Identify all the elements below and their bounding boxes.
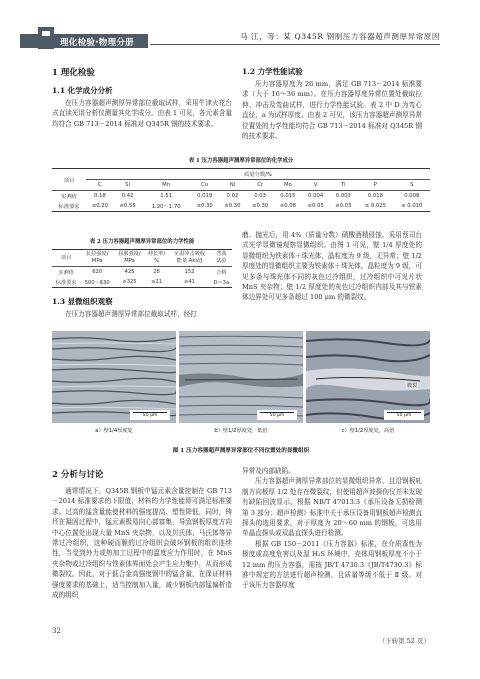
- section-1-2-title: 1.2 力学性能试验: [242, 67, 303, 76]
- running-head: 马 江，等：某 Q345R 钢制压力容器超声测厚异常原因: [239, 32, 440, 41]
- section-1-3-continued-paragraph: 磨、抛光后，用 4%（质量分数）硝酸酒精侵蚀，采用蔡司台式光学显微镜观察显微组织。由图 1 可见，壁 1/4 厚度处的显微组织为铁素体＋珠光体，晶粒度为 9 级，无异常；壁 1/2 厚度处的显微组织主要为铁素体＋珠光体，晶粒度为 9 级，可见多条与珠光体不同的灰色过冷组织，过冷组织中可见片状 MnS 夹杂物；壁 1/2 厚度处的灰色过冷组织内部及其与铁素体边界处可见多条超过 100 μm 的微裂纹。: [242, 231, 422, 302]
- table-2-cell: 28: [153, 269, 160, 275]
- table-1-cell: 0.03: [254, 193, 267, 199]
- table-1-column-header: Mo: [283, 182, 292, 188]
- right-column-top: [242, 66, 422, 141]
- table-1-item-header: 项目: [52, 169, 86, 191]
- table-2-column-header: 抗拉强度/ MPa: [85, 251, 109, 264]
- table-1-row-label: 标准要求: [58, 204, 80, 210]
- right-bottom-paragraph-3: 根据 GB 150－2011《压力容器》标准，在介质毒性为极度或高度危害以及湿 H₂S 环境中，壳体用钢板厚度不小于 12 mm 的压力容器，需按 JB/T 4730.3《JB/T4730.3》标准中规定的方法进行超声检测，且质量等级不低于 Ⅱ 级。对于该压力容器厚度: [242, 539, 422, 590]
- table-2-cell: 500～630: [84, 279, 110, 286]
- table-1-group-header: 质量分数/%: [86, 169, 430, 180]
- right-bottom-paragraph-1: 异常及内部缺陷。: [242, 467, 295, 475]
- table-1-cell: ≤0.20: [91, 203, 108, 209]
- journal-logo: [20, 27, 148, 49]
- continued-note: （下转第 52 页）: [378, 637, 430, 645]
- table-1-column-header: P: [373, 182, 377, 188]
- table-1-cell: ≤0.30: [224, 203, 241, 209]
- table-2-cell: ≥41: [184, 279, 195, 285]
- table-2: [52, 249, 232, 288]
- table-2-cell: 620: [92, 269, 103, 275]
- section-1-title: 1 理化检验: [52, 68, 95, 78]
- table-1-cell: ≤0.30: [252, 203, 269, 209]
- table-1-cell: ≤0.30: [196, 203, 213, 209]
- table-1-caption: 表 1 压力容器超声测厚异常部位的化学成分: [188, 158, 294, 164]
- section-1-3: [52, 296, 232, 319]
- table-1-cell: ≤ 0.010: [401, 203, 423, 209]
- table-2-cell: ≥21: [151, 279, 163, 285]
- scale-bar-b-label: 50 μm: [269, 413, 285, 418]
- table-2-column-header: 屈服强度/ MPa: [118, 251, 141, 264]
- table-1-cell: 0.42: [121, 193, 134, 199]
- subcaption-b: b）壁1/2厚度处，低倍: [214, 428, 268, 434]
- table-2-column-header: 室温冲击吸收 能量 AkV/J: [173, 251, 206, 264]
- table-1-cell: ≤ 0.025: [364, 203, 387, 209]
- scale-bar-a: [130, 410, 170, 420]
- header-rule: [150, 44, 440, 45]
- table-1-cell: 0.008: [404, 193, 420, 199]
- table-2-cell: D＝3a: [213, 279, 230, 286]
- table-1-cell: 0.003: [335, 193, 351, 199]
- table-2-column-header: 伸长率/ %: [147, 251, 166, 264]
- table-1-cell: ≤0.05: [307, 203, 324, 209]
- micro-crack-label: 微裂: [406, 383, 417, 389]
- micrograph-a: [52, 331, 176, 423]
- section-1-2-paragraph: 压力容器厚度为 26 mm，满足 GB 713－2014 标准要求（大于 16～36 mm）。在压力容器厚度异常位置处截取拉伸、冲击及弯曲试样，进行力学性能试验。表 2 中 D 为弯心直径，a 为试样厚度。由表 2 可见，该压力容器超声测厚异常位置处的力学性能均符合 GB 713－2014 标准对 Q345R 钢的技术要求。: [242, 80, 422, 141]
- table-2-cell: 152: [184, 269, 195, 275]
- table-1-column-header: S: [410, 182, 414, 188]
- table-1-row-label: 实测值: [61, 194, 77, 200]
- table-1-cell: ≤0.03: [335, 203, 352, 209]
- table-1-cell: 0.02: [226, 193, 239, 199]
- figure-1-caption: 图 1 压力容器超声测厚异常部位不同位置处的显微组织: [172, 448, 310, 454]
- table-2-caption: 表 2 压力容器超声测厚异常部位的力学性能: [89, 239, 195, 245]
- right-column-middle: [242, 230, 422, 303]
- table-1-cell: 0.004: [308, 193, 324, 199]
- logo-text: 理化检验·物理分册: [60, 38, 134, 48]
- table-2-row-label: 标准要求: [55, 279, 77, 286]
- section-1-1-paragraph: 在压力容器超声测厚异常部位截取试样，采用牛津火花台式直读光谱分析仪测量其化学成分。由表 1 可见，各元素含量均符合 GB 713－2014 标准对 Q345R 钢的技术要求。: [52, 99, 232, 128]
- table-1-column-header: Cu: [201, 182, 209, 188]
- table-2-cell: 合格: [216, 269, 227, 276]
- table-2-column-header: 弯曲 试验: [216, 251, 227, 264]
- table-2-row-label: 实测值: [58, 269, 74, 276]
- table-1-column-header: Ti: [341, 182, 346, 188]
- table-1-cell: ≤0.55: [119, 203, 136, 209]
- table-2-column-header: 项目: [60, 254, 72, 261]
- table-1-cell: 1.51: [160, 193, 173, 199]
- table-1: [52, 168, 430, 212]
- left-column-top: [52, 66, 232, 129]
- table-1-column-header: Ni: [229, 182, 236, 188]
- table-1-cell: 1.20～1.70: [151, 204, 181, 210]
- table-1-column-header: V: [313, 182, 318, 188]
- right-bottom-paragraph-2: 压力容器超声测厚异常部位的显微组织异常，且沿钢板轧制方向板厚 1/2 处存在微裂纹，但使用超声波探伤仪并未发现有缺陷回波显示。根据 NB/T 47013.3《承压设备无损检测 第 3 部分：超声检测》标准中关于承压设备用钢板超声检测直探头的选用要求，对于厚度为 20～60 mm 的钢板，可选用单晶直探头或双晶直探头进行检测。: [242, 477, 422, 538]
- section-2-title: 2 分析与讨论: [52, 470, 104, 480]
- scale-bar-c: [384, 410, 424, 420]
- table-2-cell: ≥325: [122, 279, 137, 285]
- section-2: [52, 468, 232, 600]
- subcaption-c: c）壁1/2厚度处，高倍: [341, 428, 395, 434]
- logo-emblem-icon: [38, 27, 54, 49]
- table-1-cell: 0.18: [93, 193, 106, 199]
- section-1-3-title: 1.3 显微组织观察: [52, 297, 113, 306]
- subcaption-a: a）壁1/4厚度处: [95, 428, 133, 434]
- table-2-cell: 425: [124, 269, 135, 275]
- section-2-paragraph: 通常情况下，Q345R 钢板中锰元素含量控制在 GB 713－2014 标准要求的下限值，材料的力学性能即可满足标准要求。过高的锰含量能使材料的强度提高、塑性降低，同时，铸坯在凝固过程中，锰元素极易向心部富集，导致钢板厚度方向中心位置处出现大量 MnS 夹杂物，以及贝氏体、马氏体等异常过冷组织，这种硬而脆的过冷组织会破坏钢板的组织连续性，当受到外力或热加工过程中的温度应力作用时，在 MnS 夹杂物或过冷组织与铁素体界面处会产生应力集中，从而形成微裂纹。因此，对于低合金高强度钢中的锰含量，在保证材料强度要求的基础上，适当控制加入量，减少钢板内部锰偏析造成的组织: [52, 487, 232, 600]
- section-1-1-title: 1.1 化学成分分析: [52, 86, 113, 95]
- table-1-cell: 0.019: [197, 193, 213, 199]
- micrograph-c: [306, 331, 430, 423]
- table-1-column-header: C: [98, 182, 102, 188]
- table-1-cell: ≤0.08: [279, 203, 296, 209]
- micrograph-b: [179, 331, 303, 423]
- table-1-cell: 0.015: [280, 193, 296, 199]
- section-1-3-paragraph: 在压力容器超声测厚异常部位截取试样，经打: [65, 310, 197, 318]
- scale-bar-a-label: 50 μm: [142, 413, 158, 418]
- table-1-column-header: Si: [125, 182, 131, 188]
- table-1-column-header: Mn: [162, 182, 171, 188]
- table-1-column-header: Cr: [257, 182, 264, 188]
- page-number: 32: [52, 627, 61, 635]
- scale-bar-c-label: 50 μm: [396, 413, 412, 418]
- table-1-cell: 0.018: [367, 193, 383, 199]
- right-column-bottom: [242, 466, 422, 591]
- scale-bar-b: [257, 410, 297, 420]
